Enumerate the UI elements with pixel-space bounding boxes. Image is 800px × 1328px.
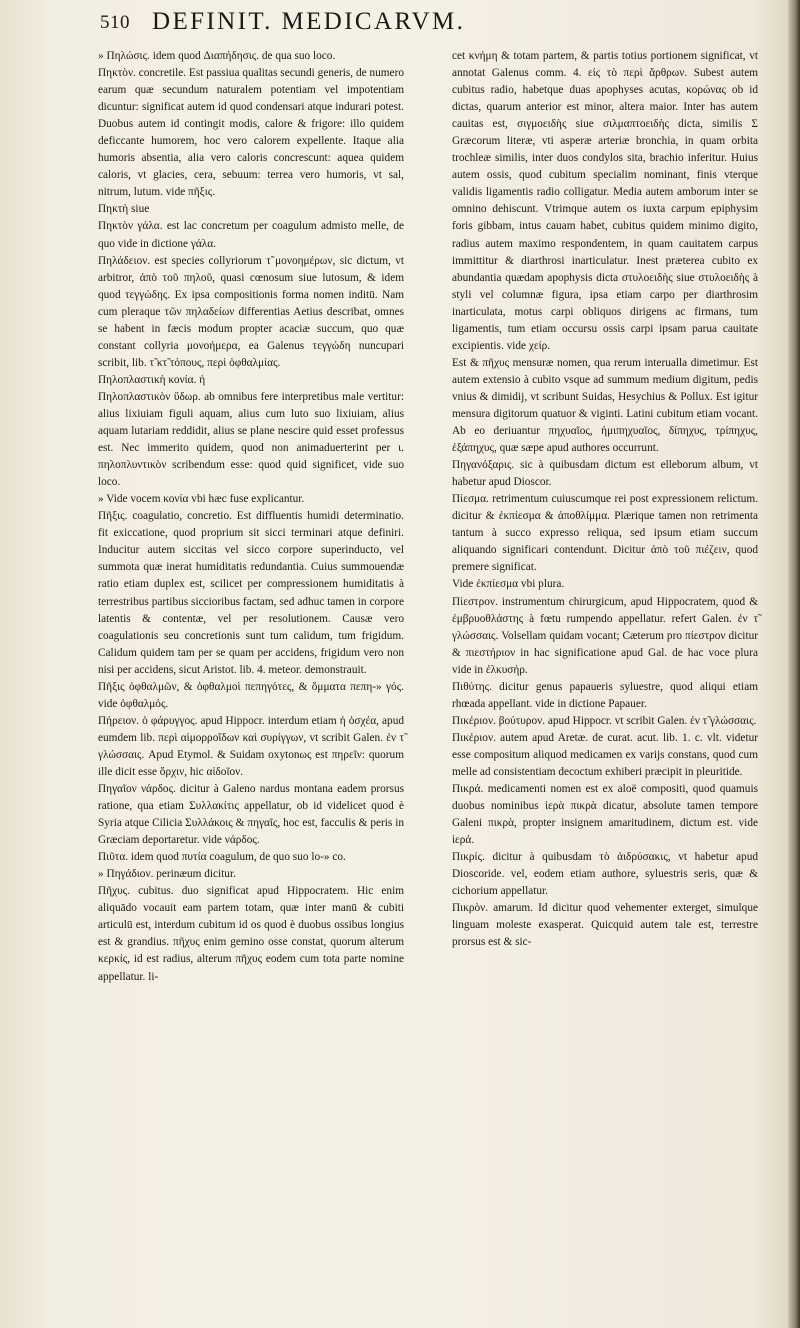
dictionary-entry: » Vide vocem κονία vbi hæc fuse explicantur.: [98, 493, 305, 506]
dictionary-entry: Πηλοπλαστικὸν ὕδωρ. ab omnibus fere interpretibus male vertitur: alius lixiuiam figuli aquam, alius cum luto suo lixiuiam, alius aquam lutariam reddidit, alius se plane nescire quid esset professus est. Nec immerito quidem, quod non animaduerterint per ι. πηλοπλυντικὸν scribendum esse: quod quid significet, vide suo loco.: [98, 390, 404, 489]
dictionary-entry: Πῆξις ὀφθαλμῶν, & ὀφθαλμοὶ πεπηγότες, & ὄμματα πεπη-» γός. vide ὀφθαλμός.: [98, 680, 404, 710]
dictionary-entry: Πικρά. medicamenti nomen est ex aloë compositi, quod quamuis duobus nominibus ἱερὰ πικρὰ dicatur, absolute tamen tempore Galeni πικρὰ, propter insignem amaritudinem, dictum est. vide ἱερά.: [452, 783, 758, 847]
page-edge-shadow: [788, 0, 800, 1328]
dictionary-entry: Πικρὸν. amarum. Id dicitur quod vehementer exterget, simulque linguam moleste exasperat. Quicquid autem tale est, terrestre prorsus est & sic-: [452, 902, 758, 949]
page-number: 510: [100, 12, 130, 33]
dictionary-entry: Πικέριον. βούτυρον. apud Hippocr. vt scribit Galen. ἐν τ̃ γλώσσαις.: [452, 714, 757, 727]
left-column: [98, 48, 404, 986]
dictionary-entry: Πίεστρον. instrumentum chirurgicum, apud Hippocratem, quod & ἐμβρυοθλάστης à fœtu rumpendo appellatur. refert Galen. ἐν τ̃ γλώσσαις. Volsellam quidam vocant; Cæterum pro πίεστρον dicitur & πιεστήριον in hac significatione apud Gal. de hac voce plura vide in ἐλκυσήρ.: [452, 595, 758, 676]
dictionary-entry: Πίεσμα. retrimentum cuiuscumque rei post expressionem relictum. dicitur & ἐκπίεσμα & ἀποθλίμμα. Plærique tamen non retrimenta tantum à succo expresso reliqua, sed ipsum etiam succum aliquando significari contendunt. Dicitur ἀπὸ τοῦ πιέζειν, quod premere significat.: [452, 493, 758, 574]
dictionary-entry: Πιῦτα. idem quod πυτία coagulum, de quo suo lo-» co.: [98, 851, 346, 864]
dictionary-entry: » Πηγάδιον. perinæum dicitur.: [98, 868, 236, 881]
dictionary-entry: Vide ἐκπίεσμα vbi plura.: [452, 578, 565, 591]
dictionary-entry: Πηκτὴ siue: [98, 203, 150, 216]
dictionary-entry: Πιθύτης. dicitur genus papaueris syluestre, quod aliqui etiam rhœada appellant. vide in dictione Papauer.: [452, 680, 758, 710]
dictionary-entry: Πηκτὸν. concretile. Est passiua qualitas secundi generis, de numero earum quæ secundum naturalem potentiam vel impotentiam dicuntur: significat autem id quod condensari atque indurari potest. Duobus autem id contingit modis, calore & frigore: illo quidem deficcante humorem, hoc vero calorem expellente. Itaque alia humoris absentia, alia vero caloris concrescunt: aquea quidem caloris, vt glacies, cera, sebuum: terrea vero humoris, vt sal, nitrum, lutum. vide πῆξις.: [98, 67, 404, 199]
dictionary-entry: Πικρίς. dicitur à quibusdam τὸ ἀιδρύσακις, vt habetur apud Dioscoride. vel, eodem etiam authore, syluestris seris, quæ & cichorium appellatur.: [452, 851, 758, 898]
dictionary-entry: cet κνήμη & totam partem, & partis totius portionem significat, vt annotat Galenus comm. 4. εἰς τὸ περὶ ἄρθρων. Subest autem cubitus radio, habetque duas apophyses acutas, κορώνας ob id dictas, quarum anterior est minor, altera maior. Inter has autem cauitas est, σιγμοειδὴς siue σιλμαπτοειδὴς dicta, similis Σ Græcorum literæ, vti asperæ arteriæ bronchia, in quam orbita trochleæ similis, inter duos condylos sita, brachio inferitur. Huius autem ossis, quod cubitum specialim nominant, finis vterque validis ligamentis radio colligatur. Media autem amborum inter se omnino dehiscunt. Vtrimque autem os iuxta carpum epiphysim foris gibbam, intus cauam habet, cubitus quidem minimo digito, radius autem maximo respondentem, in quam cauitatem carpus immittitur & diarthrosi inarticulatur. Inest præterea cubito ex abundantia quædam apophysis dicta στυλοειδὴς siue στυλοειδὴς à styli vel columnæ figura, ipsa etiam carpo per diarthrosim inarticulata, motus carpi obliquos dirigens ac firmans, tum ligamentis, tum etiam occursu ossis carpi ipsam parua cauitate excipientis. vide χείρ.: [452, 50, 758, 352]
dictionary-entry: Πῆξις. coagulatio, concretio. Est diffluentis humidi determinatio. fit exiccatione, quod proprium sit sicci terminari atque definiri. Inducitur autem siccitas vel sicco corpore superinducto, vel summota quæ inerat humiditatis redundantia. Cuius summouendæ ratio etiam duplex est, scilicet per compressionem humiditatis à terrestribus partibus siccioribus factam, sed adhuc tamen in corpore latentis & contentæ, vel per resolutionem. Causæ vero coagulationis seu concretionis sunt tum calidum, tum frigidum. Calidum quidem tam per se quam per accidens, frigidum vero non nisi per accidens, sicut Aristot. lib. 4. meteor. demonstrauit.: [98, 510, 404, 676]
dictionary-entry: Πηλοπλαστικὴ κονία. ἡ: [98, 373, 206, 386]
running-head: DEFINIT. MEDICARVM.: [152, 8, 466, 35]
dictionary-entry: Est & πῆχυς mensuræ nomen, qua rerum interualla dimetimur. Est autem extensio à cubito vsque ad summum medium digitum, pedis vnius & dimidij, vt scribunt Suidas, Hesychius & Pollux. Est igitur mensura digitorum quatuor & viginti. Latini cubitum etiam vocant. Ab eo deriuantur πηχυαῖος, ἡμιπηχυαῖος, δίπηχυς, τρίπηχυς, ἑξάπηχυς, quæ sæpe apud authores occurrunt.: [452, 356, 758, 455]
dictionary-entry: Πηγανόξαρις. sic à quibusdam dictum est elleborum album, vt habetur apud Dioscor.: [452, 459, 758, 489]
dictionary-entry: Πῆχυς. cubitus. duo significat apud Hippocratem. Hic enim aliquādo vocauit eam partem totam, quæ inter manū & cubiti articulū est, interdum cubitum id os quod è duobus ossibus longius est & grandius. πῆχυς enim gemino osse constat, quorum alterum κερκίς, id est radius, alterum πῆχυς eodem cum tota parte nomine appellatur. li-: [98, 885, 404, 983]
dictionary-entry: » Πηλώσις. idem quod Διαπήδησις. de qua suo loco.: [98, 50, 336, 62]
dictionary-entry: Πήρειον. ὁ φάρυγγος. apud Hippocr. interdum etiam ἡ ὀσχέα, apud eumdem lib. περὶ αἱμορροΐδων καὶ συρίγγων, vt scribit Galen. ἐν τ̃ γλώσσαις. Apud Etymol. & Suidam oxytonως est πηρεῖν: quorum ille dicit esse ὄρχιν, hic αἰδοῖον.: [98, 714, 404, 778]
dictionary-entry: Πικέριον. autem apud Aretæ. de curat. acut. lib. 1. c. vlt. videtur esse compositum aliquod medicamen ex varijs constans, quod cum melle ad consistentiam decoctum exhiberi præcipit in pleuritide.: [452, 731, 758, 778]
dictionary-entry: Πηγαῖον νάρδος. dicitur à Galeno nardus montana eadem prorsus ratione, qua etiam Συλλακίτις appellatur, ob id videlicet quod è Syria atque Cilicia Συλλάκοις & πηγαῖς, hoc est, facculis & peris in Græciam deportaretur. vide νάρδος.: [98, 783, 404, 847]
dictionary-entry: Πηλάδειον. est species collyriorum τ̃ μονοημέρων, sic dictum, vt arbitror, ἀπὸ τοῦ πηλοῦ, quasi cœnosum siue lutosum, & idem quod τεγγώδης. Ex ipsa compositionis forma nomen inditū. Nam cum pleraque τῶν πηλαδείων differentias Aetius describat, omnes se habent in fæcis modum propter acaciæ succum, quo quæ constant collyria μονοήμερα, ea Galenus τεγγώδη nuncupari scribit, lib. τ̃ κτ̃ τόπους, περὶ ὀφθαλμίας.: [98, 254, 404, 369]
dictionary-entry: Πηκτὸν γάλα. est lac concretum per coagulum admistο melle, de quo vide in dictione γάλα.: [98, 220, 404, 250]
page-header: [100, 8, 750, 42]
right-column: [452, 48, 758, 951]
